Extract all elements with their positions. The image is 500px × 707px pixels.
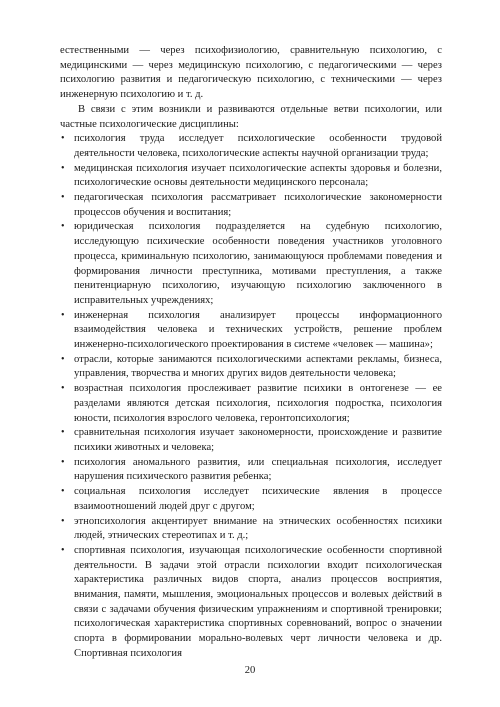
list-item-text: психология труда исследует психологические особенности трудовой деятельности человека, психологические аспекты научной организации труда; (74, 133, 442, 159)
bullet-icon: • (61, 515, 65, 527)
bullet-icon: • (61, 544, 65, 556)
bullet-icon: • (61, 427, 65, 439)
bullet-icon: • (61, 353, 65, 365)
list-item (60, 162, 442, 191)
bullet-icon: • (61, 486, 65, 498)
list-item (60, 485, 442, 514)
list-item (60, 353, 442, 382)
list-item-text: юридическая психология подразделяется на судебную психологию, исследующую психические особенности поведения участников уголовного процесса, криминальную психологию, занимающуюся проблемами поведения и формирования личности преступника, мотивами преступления, а также пенитенциарную психологию, изучающую психологию заключенного в исправительных учреждениях; (74, 221, 442, 306)
page-number: 20 (244, 665, 256, 676)
intro-paragraph: естественными — через психофизиологию, сравнительную психологию, с медицинскими — через медицинскую психологию, с педагогическими — через психологию развития и педагогическую психологию, с техническими — через инженерную психологию и т. д. (60, 45, 442, 101)
list-item-text: педагогическая психология рассматривает психологические закономерности процессов обучения и воспитания; (74, 192, 442, 218)
list-item-text: инженерная психология анализирует процессы информационного взаимодействия человека и технических устройств, решение проблем инженерно-психологического проектирования в системе «человек — машина»; (74, 309, 442, 351)
list-item (60, 132, 442, 161)
list-item (60, 426, 442, 455)
list-item (60, 544, 442, 662)
list-item-text: медицинская психология изучает психологические аспекты здоровья и болезни, психологические основы деятельности медицинского персонала; (74, 162, 442, 189)
list-item-text: отрасли, которые занимаются психологическими аспектами рекламы, бизнеса, управления, творчества и многих других видов деятельности человека; (74, 353, 442, 380)
list-item-text: социальная психология исследует психические явления в процессе взаимоотношений людей друг с другом; (74, 486, 442, 512)
disciplines-list (60, 132, 442, 661)
bullet-icon: • (61, 456, 65, 468)
bullet-icon: • (61, 221, 65, 233)
list-item (60, 220, 442, 308)
list-item (60, 515, 442, 544)
list-item-text: сравнительная психология изучает закономерности, происхождение и развитие психики животных и человека; (74, 427, 442, 453)
list-item (60, 309, 442, 353)
lead-paragraph: В связи с этим возникли и развиваются отдельные ветви психологии, или частные психологические дисциплины: (60, 103, 442, 130)
list-item-text: психология аномального развития, или специальная психология, исследует нарушения психического развития ребенка; (74, 456, 442, 483)
list-item (60, 382, 442, 426)
list-item-text: возрастная психология прослеживает развитие психики в онтогенезе — ее разделами являются детская психология, психология подростка, психология юности, психология взрослого человека, геронтопсихология; (74, 383, 442, 424)
list-item (60, 456, 442, 485)
list-item (60, 191, 442, 220)
bullet-icon: • (61, 383, 65, 395)
bullet-icon: • (61, 309, 65, 321)
list-item-text: этнопсихология акцентирует внимание на этнических особенностях психики людей, этнических стереотипах и т. д.; (74, 515, 442, 542)
bullet-icon: • (61, 133, 65, 145)
bullet-icon: • (61, 162, 65, 174)
list-item-text: спортивная психология, изучающая психологические особенности спортивной деятельности. В задачи этой отрасли психологии входит психологическая характеристика различных видов спорта, анализ процессов восприятия, внимания, памяти, мышления, эмоциональных процессов и волевых действий в связи с задачами обучения физическим упражнениям и спортивной тренировки; психологическая характеристика спортивных соревнований, вопрос о значении спорта в формировании морально-волевых черт личности человека и др. Спортивная психология (74, 544, 442, 659)
bullet-icon: • (61, 192, 65, 204)
page-body (60, 44, 442, 662)
